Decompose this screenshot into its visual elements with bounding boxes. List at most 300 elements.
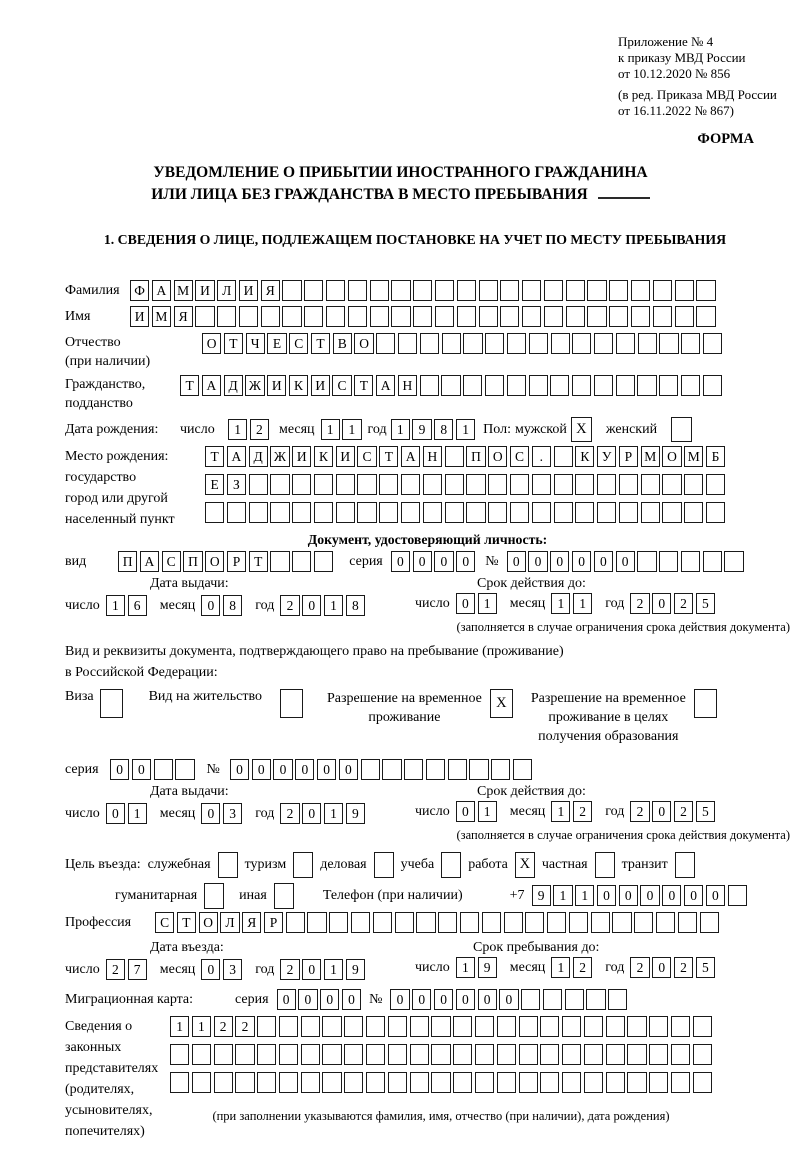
char-box[interactable] [627, 1044, 646, 1065]
char-box[interactable]: 1 [575, 885, 594, 906]
char-box[interactable] [326, 306, 345, 327]
char-box[interactable]: Р [264, 912, 283, 933]
char-box[interactable]: И [336, 446, 355, 467]
char-box[interactable]: 0 [342, 989, 361, 1010]
char-box[interactable] [326, 280, 345, 301]
char-box[interactable]: О [488, 446, 507, 467]
char-box[interactable] [344, 1016, 363, 1037]
char-box[interactable] [314, 474, 333, 495]
char-box[interactable]: 2 [674, 593, 693, 614]
char-box[interactable] [696, 280, 715, 301]
char-box[interactable] [441, 375, 460, 396]
char-box[interactable]: А [140, 551, 159, 572]
residence-permit-checkbox[interactable] [280, 689, 303, 718]
char-box[interactable] [438, 912, 457, 933]
char-box[interactable]: 0 [320, 989, 339, 1010]
char-box[interactable]: 9 [478, 957, 497, 978]
char-box[interactable] [594, 375, 613, 396]
doc-series-input[interactable] [391, 551, 476, 572]
stay-day-input[interactable] [456, 957, 497, 978]
char-box[interactable] [637, 551, 656, 572]
char-box[interactable] [659, 375, 678, 396]
char-box[interactable] [724, 551, 743, 572]
char-box[interactable] [175, 759, 194, 780]
char-box[interactable]: 1 [478, 593, 497, 614]
purpose-humanitarian-checkbox[interactable] [204, 883, 224, 909]
migcard-series-input[interactable] [277, 989, 362, 1010]
permit-expiry-month-input[interactable] [551, 801, 592, 822]
char-box[interactable] [659, 333, 678, 354]
char-box[interactable] [457, 280, 476, 301]
temp-residence-edu-checkbox[interactable] [694, 689, 717, 718]
char-box[interactable] [322, 1072, 341, 1093]
char-box[interactable] [525, 912, 544, 933]
char-box[interactable] [249, 474, 268, 495]
char-box[interactable]: 2 [630, 957, 649, 978]
permit-number-input[interactable] [230, 759, 532, 780]
char-box[interactable] [301, 1072, 320, 1093]
char-box[interactable] [700, 912, 719, 933]
char-box[interactable] [612, 912, 631, 933]
temp-residence-checkbox[interactable]: X [490, 689, 513, 718]
char-box[interactable] [706, 474, 725, 495]
char-box[interactable] [192, 1044, 211, 1065]
char-box[interactable] [532, 502, 551, 523]
id-issue-month-input[interactable] [201, 595, 242, 616]
char-box[interactable] [544, 280, 563, 301]
char-box[interactable] [391, 280, 410, 301]
birthplace-row1-input[interactable] [205, 446, 725, 467]
char-box[interactable] [379, 474, 398, 495]
char-box[interactable] [631, 280, 650, 301]
char-box[interactable] [591, 912, 610, 933]
birthplace-row3-input[interactable] [205, 502, 725, 523]
char-box[interactable]: Н [398, 375, 417, 396]
char-box[interactable] [239, 306, 258, 327]
char-box[interactable]: М [684, 446, 703, 467]
char-box[interactable] [457, 306, 476, 327]
char-box[interactable] [292, 551, 311, 572]
char-box[interactable] [322, 1016, 341, 1037]
char-box[interactable]: 0 [652, 593, 671, 614]
char-box[interactable] [416, 912, 435, 933]
char-box[interactable] [728, 885, 747, 906]
char-box[interactable] [575, 474, 594, 495]
char-box[interactable] [500, 280, 519, 301]
char-box[interactable] [608, 989, 627, 1010]
char-box[interactable]: 1 [551, 593, 570, 614]
char-box[interactable]: 7 [128, 959, 147, 980]
char-box[interactable] [466, 502, 485, 523]
char-box[interactable] [154, 759, 173, 780]
char-box[interactable] [619, 502, 638, 523]
char-box[interactable] [491, 759, 510, 780]
char-box[interactable]: 1 [170, 1016, 189, 1037]
char-box[interactable]: А [227, 446, 246, 467]
char-box[interactable]: И [195, 280, 214, 301]
char-box[interactable] [488, 502, 507, 523]
char-box[interactable]: 0 [478, 989, 497, 1010]
purpose-study-checkbox[interactable] [441, 852, 461, 878]
permit-series-input[interactable] [110, 759, 195, 780]
char-box[interactable]: Ж [245, 375, 264, 396]
char-box[interactable]: Т [177, 912, 196, 933]
char-box[interactable] [540, 1072, 559, 1093]
char-box[interactable]: 9 [346, 959, 365, 980]
char-box[interactable]: 2 [106, 959, 125, 980]
char-box[interactable]: 1 [192, 1016, 211, 1037]
entry-month-input[interactable] [201, 959, 242, 980]
char-box[interactable] [634, 912, 653, 933]
char-box[interactable]: Т [249, 551, 268, 572]
char-box[interactable]: И [267, 375, 286, 396]
char-box[interactable] [479, 280, 498, 301]
char-box[interactable] [540, 1016, 559, 1037]
char-box[interactable]: А [401, 446, 420, 467]
char-box[interactable] [435, 280, 454, 301]
char-box[interactable] [671, 1016, 690, 1037]
phone-input[interactable] [532, 885, 747, 906]
char-box[interactable] [307, 912, 326, 933]
char-box[interactable] [606, 1016, 625, 1037]
char-box[interactable] [703, 333, 722, 354]
char-box[interactable] [344, 1072, 363, 1093]
char-box[interactable] [270, 551, 289, 572]
char-box[interactable] [445, 474, 464, 495]
char-box[interactable]: 1 [324, 959, 343, 980]
char-box[interactable]: К [289, 375, 308, 396]
char-box[interactable]: 2 [280, 959, 299, 980]
char-box[interactable]: С [357, 446, 376, 467]
char-box[interactable]: И [130, 306, 149, 327]
char-box[interactable] [554, 474, 573, 495]
char-box[interactable] [671, 1072, 690, 1093]
char-box[interactable]: О [354, 333, 373, 354]
char-box[interactable] [529, 333, 548, 354]
char-box[interactable]: 2 [674, 801, 693, 822]
char-box[interactable] [270, 502, 289, 523]
char-box[interactable] [301, 1044, 320, 1065]
char-box[interactable]: 0 [499, 989, 518, 1010]
char-box[interactable] [575, 502, 594, 523]
char-box[interactable]: П [466, 446, 485, 467]
char-box[interactable] [261, 306, 280, 327]
char-box[interactable]: С [155, 912, 174, 933]
char-box[interactable]: О [662, 446, 681, 467]
id-expiry-month-input[interactable] [551, 593, 592, 614]
char-box[interactable]: И [292, 446, 311, 467]
char-box[interactable] [249, 502, 268, 523]
char-box[interactable] [366, 1016, 385, 1037]
char-box[interactable]: 8 [223, 595, 242, 616]
char-box[interactable]: 0 [201, 803, 220, 824]
char-box[interactable]: 0 [390, 989, 409, 1010]
char-box[interactable] [423, 502, 442, 523]
char-box[interactable]: 0 [391, 551, 410, 572]
char-box[interactable]: О [205, 551, 224, 572]
char-box[interactable] [401, 502, 420, 523]
char-box[interactable]: А [376, 375, 395, 396]
char-box[interactable] [170, 1072, 189, 1093]
char-box[interactable]: 1 [391, 419, 410, 440]
char-box[interactable] [373, 912, 392, 933]
char-box[interactable]: 0 [597, 885, 616, 906]
char-box[interactable] [282, 280, 301, 301]
char-box[interactable] [606, 1072, 625, 1093]
char-box[interactable] [675, 280, 694, 301]
char-box[interactable] [562, 1044, 581, 1065]
char-box[interactable]: 1 [551, 957, 570, 978]
char-box[interactable] [404, 759, 423, 780]
char-box[interactable] [475, 1044, 494, 1065]
char-box[interactable] [391, 306, 410, 327]
char-box[interactable]: 1 [342, 419, 361, 440]
char-box[interactable] [322, 1044, 341, 1065]
char-box[interactable]: Р [619, 446, 638, 467]
char-box[interactable]: Т [354, 375, 373, 396]
char-box[interactable] [543, 989, 562, 1010]
char-box[interactable]: 0 [413, 551, 432, 572]
char-box[interactable]: 0 [640, 885, 659, 906]
char-box[interactable] [431, 1044, 450, 1065]
purpose-official-checkbox[interactable] [218, 852, 238, 878]
char-box[interactable]: 0 [662, 885, 681, 906]
char-box[interactable]: Л [220, 912, 239, 933]
char-box[interactable] [329, 912, 348, 933]
char-box[interactable] [572, 375, 591, 396]
char-box[interactable]: 9 [532, 885, 551, 906]
char-box[interactable]: 0 [456, 989, 475, 1010]
char-box[interactable]: 6 [128, 595, 147, 616]
char-box[interactable] [344, 1044, 363, 1065]
char-box[interactable] [304, 280, 323, 301]
char-box[interactable]: О [202, 333, 221, 354]
entry-day-input[interactable] [106, 959, 147, 980]
char-box[interactable] [540, 1044, 559, 1065]
char-box[interactable] [653, 306, 672, 327]
char-box[interactable] [678, 912, 697, 933]
char-box[interactable]: 0 [528, 551, 547, 572]
char-box[interactable] [482, 912, 501, 933]
char-box[interactable]: 0 [550, 551, 569, 572]
char-box[interactable]: Р [227, 551, 246, 572]
permit-issue-year-input[interactable] [280, 803, 365, 824]
char-box[interactable] [638, 333, 657, 354]
char-box[interactable] [445, 502, 464, 523]
permit-issue-month-input[interactable] [201, 803, 242, 824]
char-box[interactable] [442, 333, 461, 354]
char-box[interactable]: П [183, 551, 202, 572]
char-box[interactable] [410, 1044, 429, 1065]
char-box[interactable] [357, 474, 376, 495]
char-box[interactable]: С [510, 446, 529, 467]
char-box[interactable] [214, 1072, 233, 1093]
char-box[interactable] [551, 333, 570, 354]
char-box[interactable] [681, 551, 700, 572]
char-box[interactable]: 3 [223, 959, 242, 980]
char-box[interactable] [606, 1044, 625, 1065]
char-box[interactable] [696, 306, 715, 327]
char-box[interactable]: Я [174, 306, 193, 327]
char-box[interactable] [395, 912, 414, 933]
char-box[interactable] [597, 502, 616, 523]
char-box[interactable] [653, 280, 672, 301]
char-box[interactable] [431, 1072, 450, 1093]
char-box[interactable] [314, 551, 333, 572]
char-box[interactable]: З [227, 474, 246, 495]
char-box[interactable]: 5 [696, 957, 715, 978]
char-box[interactable]: 1 [478, 801, 497, 822]
char-box[interactable]: Д [249, 446, 268, 467]
char-box[interactable]: 0 [434, 989, 453, 1010]
char-box[interactable]: 8 [434, 419, 453, 440]
char-box[interactable]: 0 [684, 885, 703, 906]
permit-expiry-year-input[interactable] [630, 801, 715, 822]
id-issue-day-input[interactable] [106, 595, 147, 616]
char-box[interactable] [401, 474, 420, 495]
char-box[interactable]: 0 [201, 959, 220, 980]
char-box[interactable] [431, 1016, 450, 1037]
char-box[interactable] [485, 375, 504, 396]
char-box[interactable]: М [174, 280, 193, 301]
char-box[interactable] [584, 1072, 603, 1093]
char-box[interactable] [475, 1016, 494, 1037]
char-box[interactable] [649, 1072, 668, 1093]
purpose-tourism-checkbox[interactable] [293, 852, 313, 878]
char-box[interactable]: Б [706, 446, 725, 467]
char-box[interactable]: 2 [674, 957, 693, 978]
char-box[interactable] [336, 474, 355, 495]
char-box[interactable] [510, 502, 529, 523]
stay-year-input[interactable] [630, 957, 715, 978]
char-box[interactable]: 2 [573, 957, 592, 978]
char-box[interactable] [382, 759, 401, 780]
char-box[interactable] [398, 333, 417, 354]
char-box[interactable]: Д [224, 375, 243, 396]
char-box[interactable] [566, 306, 585, 327]
char-box[interactable] [547, 912, 566, 933]
char-box[interactable] [584, 1044, 603, 1065]
char-box[interactable]: 1 [324, 595, 343, 616]
char-box[interactable] [594, 333, 613, 354]
char-box[interactable]: 0 [302, 595, 321, 616]
char-box[interactable]: 1 [553, 885, 572, 906]
char-box[interactable] [304, 306, 323, 327]
char-box[interactable] [270, 474, 289, 495]
char-box[interactable] [554, 446, 573, 467]
birth-year-input[interactable] [391, 419, 476, 440]
doc-number-input[interactable] [507, 551, 744, 572]
char-box[interactable] [279, 1072, 298, 1093]
char-box[interactable] [587, 280, 606, 301]
char-box[interactable] [519, 1016, 538, 1037]
char-box[interactable]: 0 [652, 957, 671, 978]
char-box[interactable]: А [152, 280, 171, 301]
char-box[interactable]: 0 [302, 959, 321, 980]
char-box[interactable] [616, 375, 635, 396]
char-box[interactable]: 1 [551, 801, 570, 822]
char-box[interactable] [521, 989, 540, 1010]
char-box[interactable] [413, 280, 432, 301]
char-box[interactable] [370, 306, 389, 327]
char-box[interactable] [662, 502, 681, 523]
char-box[interactable]: 8 [346, 595, 365, 616]
char-box[interactable] [227, 502, 246, 523]
char-box[interactable] [684, 502, 703, 523]
char-box[interactable]: У [597, 446, 616, 467]
purpose-other-checkbox[interactable] [274, 883, 294, 909]
char-box[interactable] [519, 1072, 538, 1093]
char-box[interactable] [631, 306, 650, 327]
char-box[interactable]: 1 [324, 803, 343, 824]
birth-day-input[interactable] [228, 419, 269, 440]
char-box[interactable] [675, 306, 694, 327]
char-box[interactable] [565, 989, 584, 1010]
char-box[interactable]: В [333, 333, 352, 354]
char-box[interactable]: 5 [696, 801, 715, 822]
char-box[interactable]: 2 [573, 801, 592, 822]
char-box[interactable] [584, 1016, 603, 1037]
char-box[interactable]: 0 [273, 759, 292, 780]
char-box[interactable]: И [239, 280, 258, 301]
char-box[interactable] [463, 333, 482, 354]
char-box[interactable] [192, 1072, 211, 1093]
citizenship-input[interactable] [180, 375, 722, 396]
char-box[interactable] [550, 375, 569, 396]
id-expiry-day-input[interactable] [456, 593, 497, 614]
char-box[interactable]: 0 [110, 759, 129, 780]
char-box[interactable]: М [152, 306, 171, 327]
char-box[interactable] [681, 333, 700, 354]
char-box[interactable] [379, 502, 398, 523]
char-box[interactable] [435, 306, 454, 327]
char-box[interactable]: 0 [277, 989, 296, 1010]
id-issue-year-input[interactable] [280, 595, 365, 616]
char-box[interactable] [510, 474, 529, 495]
char-box[interactable]: М [641, 446, 660, 467]
char-box[interactable]: Я [242, 912, 261, 933]
char-box[interactable] [420, 333, 439, 354]
birthplace-row2-input[interactable] [205, 474, 725, 495]
char-box[interactable] [562, 1016, 581, 1037]
char-box[interactable] [572, 333, 591, 354]
char-box[interactable] [292, 502, 311, 523]
char-box[interactable]: 9 [346, 803, 365, 824]
char-box[interactable] [453, 1016, 472, 1037]
char-box[interactable] [569, 912, 588, 933]
char-box[interactable] [597, 474, 616, 495]
char-box[interactable] [693, 1016, 712, 1037]
char-box[interactable] [376, 333, 395, 354]
male-checkbox[interactable]: X [571, 417, 592, 442]
char-box[interactable]: С [162, 551, 181, 572]
char-box[interactable] [413, 306, 432, 327]
entry-year-input[interactable] [280, 959, 365, 980]
char-box[interactable] [301, 1016, 320, 1037]
char-box[interactable] [195, 306, 214, 327]
char-box[interactable] [609, 280, 628, 301]
char-box[interactable]: 1 [573, 593, 592, 614]
char-box[interactable] [314, 502, 333, 523]
char-box[interactable]: Н [423, 446, 442, 467]
char-box[interactable] [641, 474, 660, 495]
char-box[interactable] [453, 1072, 472, 1093]
char-box[interactable]: 2 [630, 801, 649, 822]
char-box[interactable] [706, 502, 725, 523]
char-box[interactable]: 0 [302, 803, 321, 824]
char-box[interactable]: 5 [696, 593, 715, 614]
char-box[interactable] [507, 375, 526, 396]
